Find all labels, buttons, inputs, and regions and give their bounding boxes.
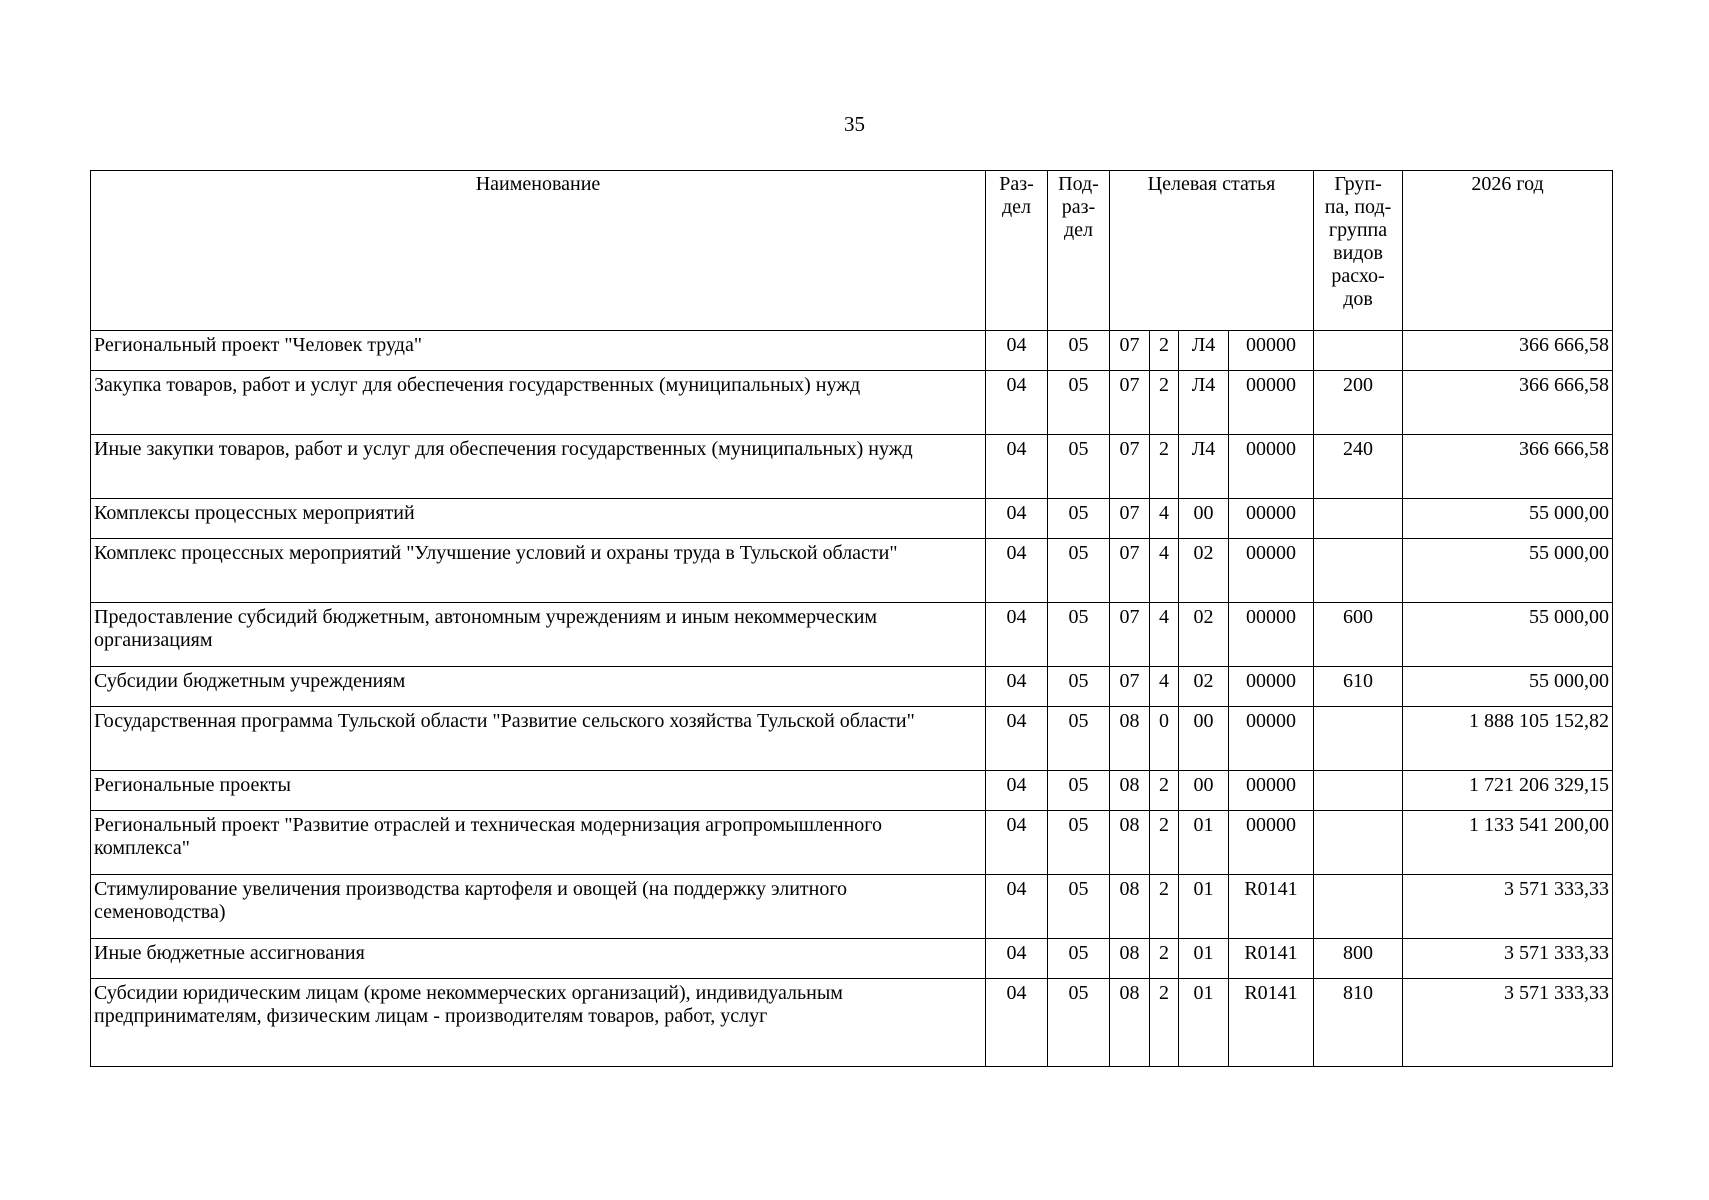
row-target-type: 4 (1150, 499, 1179, 539)
row-target-direction: 02 (1179, 603, 1229, 667)
row-target-code: 00000 (1229, 811, 1314, 875)
row-target-program: 08 (1110, 939, 1150, 979)
row-target-program: 08 (1110, 707, 1150, 771)
row-expense-group (1314, 707, 1403, 771)
row-target-direction: 02 (1179, 539, 1229, 603)
row-amount: 1 721 206 329,15 (1403, 771, 1613, 811)
row-subsection: 05 (1048, 811, 1110, 875)
table-header-row (91, 171, 1613, 331)
row-expense-group (1314, 771, 1403, 811)
table-row (91, 771, 1613, 811)
header-year: 2026 год (1403, 171, 1613, 331)
row-expense-group: 800 (1314, 939, 1403, 979)
row-target-type: 2 (1150, 371, 1179, 435)
row-target-code: 00000 (1229, 499, 1314, 539)
table-row (91, 707, 1613, 771)
row-amount: 366 666,58 (1403, 371, 1613, 435)
row-target-type: 4 (1150, 667, 1179, 707)
row-expense-group: 610 (1314, 667, 1403, 707)
page-number: 35 (844, 112, 865, 136)
row-name: Региональный проект "Развитие отраслей и техническая модернизация агропромышленного комплекса" (91, 811, 986, 875)
header-target: Целевая статья (1110, 171, 1314, 331)
row-section: 04 (986, 603, 1048, 667)
row-target-code: 00000 (1229, 331, 1314, 371)
row-name: Закупка товаров, работ и услуг для обеспечения государственных (муниципальных) нужд (91, 371, 986, 435)
row-subsection: 05 (1048, 435, 1110, 499)
row-target-type: 2 (1150, 939, 1179, 979)
row-section: 04 (986, 707, 1048, 771)
row-name: Субсидии бюджетным учреждениям (91, 667, 986, 707)
row-target-program: 07 (1110, 603, 1150, 667)
row-amount: 3 571 333,33 (1403, 939, 1613, 979)
table-row (91, 539, 1613, 603)
row-section: 04 (986, 875, 1048, 939)
row-name: Иные бюджетные ассигнования (91, 939, 986, 979)
row-section: 04 (986, 499, 1048, 539)
row-target-program: 07 (1110, 667, 1150, 707)
row-name: Иные закупки товаров, работ и услуг для обеспечения государственных (муниципальных) нужд (91, 435, 986, 499)
row-target-direction: Л4 (1179, 371, 1229, 435)
row-target-type: 4 (1150, 539, 1179, 603)
row-subsection: 05 (1048, 371, 1110, 435)
row-section: 04 (986, 811, 1048, 875)
row-target-code: R0141 (1229, 979, 1314, 1067)
row-target-direction: Л4 (1179, 435, 1229, 499)
row-amount: 366 666,58 (1403, 435, 1613, 499)
row-expense-group: 200 (1314, 371, 1403, 435)
table-row (91, 939, 1613, 979)
header-section (986, 171, 1048, 331)
row-target-program: 07 (1110, 435, 1150, 499)
row-amount: 1 888 105 152,82 (1403, 707, 1613, 771)
row-name: Субсидии юридическим лицам (кроме некоммерческих организаций), индивидуальным предпринимателям, физическим лицам - производителям товаров, работ, услуг (91, 979, 986, 1067)
row-amount: 1 133 541 200,00 (1403, 811, 1613, 875)
row-name: Региональный проект "Человек труда" (91, 331, 986, 371)
row-target-program: 08 (1110, 811, 1150, 875)
row-amount: 55 000,00 (1403, 539, 1613, 603)
row-target-type: 0 (1150, 707, 1179, 771)
row-subsection: 05 (1048, 539, 1110, 603)
row-target-code: 00000 (1229, 539, 1314, 603)
row-expense-group (1314, 539, 1403, 603)
row-target-direction: 01 (1179, 979, 1229, 1067)
row-target-program: 08 (1110, 771, 1150, 811)
row-target-code: 00000 (1229, 371, 1314, 435)
row-target-type: 2 (1150, 331, 1179, 371)
header-group-text: Груп- па, под- группа видов расхо- дов (1324, 173, 1392, 310)
row-target-code: R0141 (1229, 875, 1314, 939)
row-target-program: 07 (1110, 499, 1150, 539)
row-subsection: 05 (1048, 939, 1110, 979)
row-target-type: 2 (1150, 811, 1179, 875)
header-group (1314, 171, 1403, 331)
row-target-code: 00000 (1229, 667, 1314, 707)
row-name: Комплексы процессных мероприятий (91, 499, 986, 539)
table-row (91, 603, 1613, 667)
row-expense-group: 240 (1314, 435, 1403, 499)
row-subsection: 05 (1048, 331, 1110, 371)
row-name: Предоставление субсидий бюджетным, автономным учреждениям и иным некоммерческим организациям (91, 603, 986, 667)
row-subsection: 05 (1048, 979, 1110, 1067)
row-target-code: 00000 (1229, 435, 1314, 499)
row-section: 04 (986, 979, 1048, 1067)
row-name: Стимулирование увеличения производства картофеля и овощей (на поддержку элитного семеноводства) (91, 875, 986, 939)
row-subsection: 05 (1048, 499, 1110, 539)
row-section: 04 (986, 771, 1048, 811)
table-row (91, 371, 1613, 435)
row-target-code: 00000 (1229, 603, 1314, 667)
row-target-program: 07 (1110, 371, 1150, 435)
row-target-type: 2 (1150, 979, 1179, 1067)
row-name: Региональные проекты (91, 771, 986, 811)
row-target-program: 07 (1110, 331, 1150, 371)
row-section: 04 (986, 435, 1048, 499)
row-expense-group (1314, 331, 1403, 371)
header-name: Наименование (91, 171, 986, 331)
row-expense-group (1314, 499, 1403, 539)
header-subsection-text: Под- раз- дел (1058, 173, 1099, 241)
table-row (91, 875, 1613, 939)
row-target-direction: 00 (1179, 499, 1229, 539)
row-amount: 3 571 333,33 (1403, 979, 1613, 1067)
row-subsection: 05 (1048, 875, 1110, 939)
row-expense-group (1314, 875, 1403, 939)
table-row (91, 667, 1613, 707)
row-target-direction: 02 (1179, 667, 1229, 707)
row-target-type: 2 (1150, 875, 1179, 939)
row-section: 04 (986, 939, 1048, 979)
row-amount: 3 571 333,33 (1403, 875, 1613, 939)
row-expense-group (1314, 811, 1403, 875)
row-name: Комплекс процессных мероприятий "Улучшение условий и охраны труда в Тульской области" (91, 539, 986, 603)
header-section-text: Раз- дел (999, 173, 1034, 218)
row-name: Государственная программа Тульской области "Развитие сельского хозяйства Тульской области" (91, 707, 986, 771)
budget-table (90, 170, 1613, 1067)
row-target-type: 2 (1150, 435, 1179, 499)
row-section: 04 (986, 539, 1048, 603)
table-row (91, 331, 1613, 371)
row-target-program: 08 (1110, 979, 1150, 1067)
row-target-code: 00000 (1229, 771, 1314, 811)
table-row (91, 435, 1613, 499)
row-target-program: 08 (1110, 875, 1150, 939)
row-subsection: 05 (1048, 771, 1110, 811)
row-amount: 55 000,00 (1403, 603, 1613, 667)
row-expense-group: 810 (1314, 979, 1403, 1067)
row-expense-group: 600 (1314, 603, 1403, 667)
row-amount: 366 666,58 (1403, 331, 1613, 371)
row-subsection: 05 (1048, 603, 1110, 667)
row-target-program: 07 (1110, 539, 1150, 603)
row-target-code: 00000 (1229, 707, 1314, 771)
row-target-direction: 00 (1179, 771, 1229, 811)
row-target-direction: Л4 (1179, 331, 1229, 371)
row-target-code: R0141 (1229, 939, 1314, 979)
row-section: 04 (986, 667, 1048, 707)
row-section: 04 (986, 371, 1048, 435)
row-target-direction: 01 (1179, 875, 1229, 939)
row-target-direction: 00 (1179, 707, 1229, 771)
row-target-type: 2 (1150, 771, 1179, 811)
row-amount: 55 000,00 (1403, 499, 1613, 539)
row-target-direction: 01 (1179, 939, 1229, 979)
table-row (91, 811, 1613, 875)
row-amount: 55 000,00 (1403, 667, 1613, 707)
row-section: 04 (986, 331, 1048, 371)
table-row (91, 979, 1613, 1067)
row-target-type: 4 (1150, 603, 1179, 667)
row-subsection: 05 (1048, 707, 1110, 771)
row-subsection: 05 (1048, 667, 1110, 707)
header-subsection (1048, 171, 1110, 331)
row-target-direction: 01 (1179, 811, 1229, 875)
table-row (91, 499, 1613, 539)
